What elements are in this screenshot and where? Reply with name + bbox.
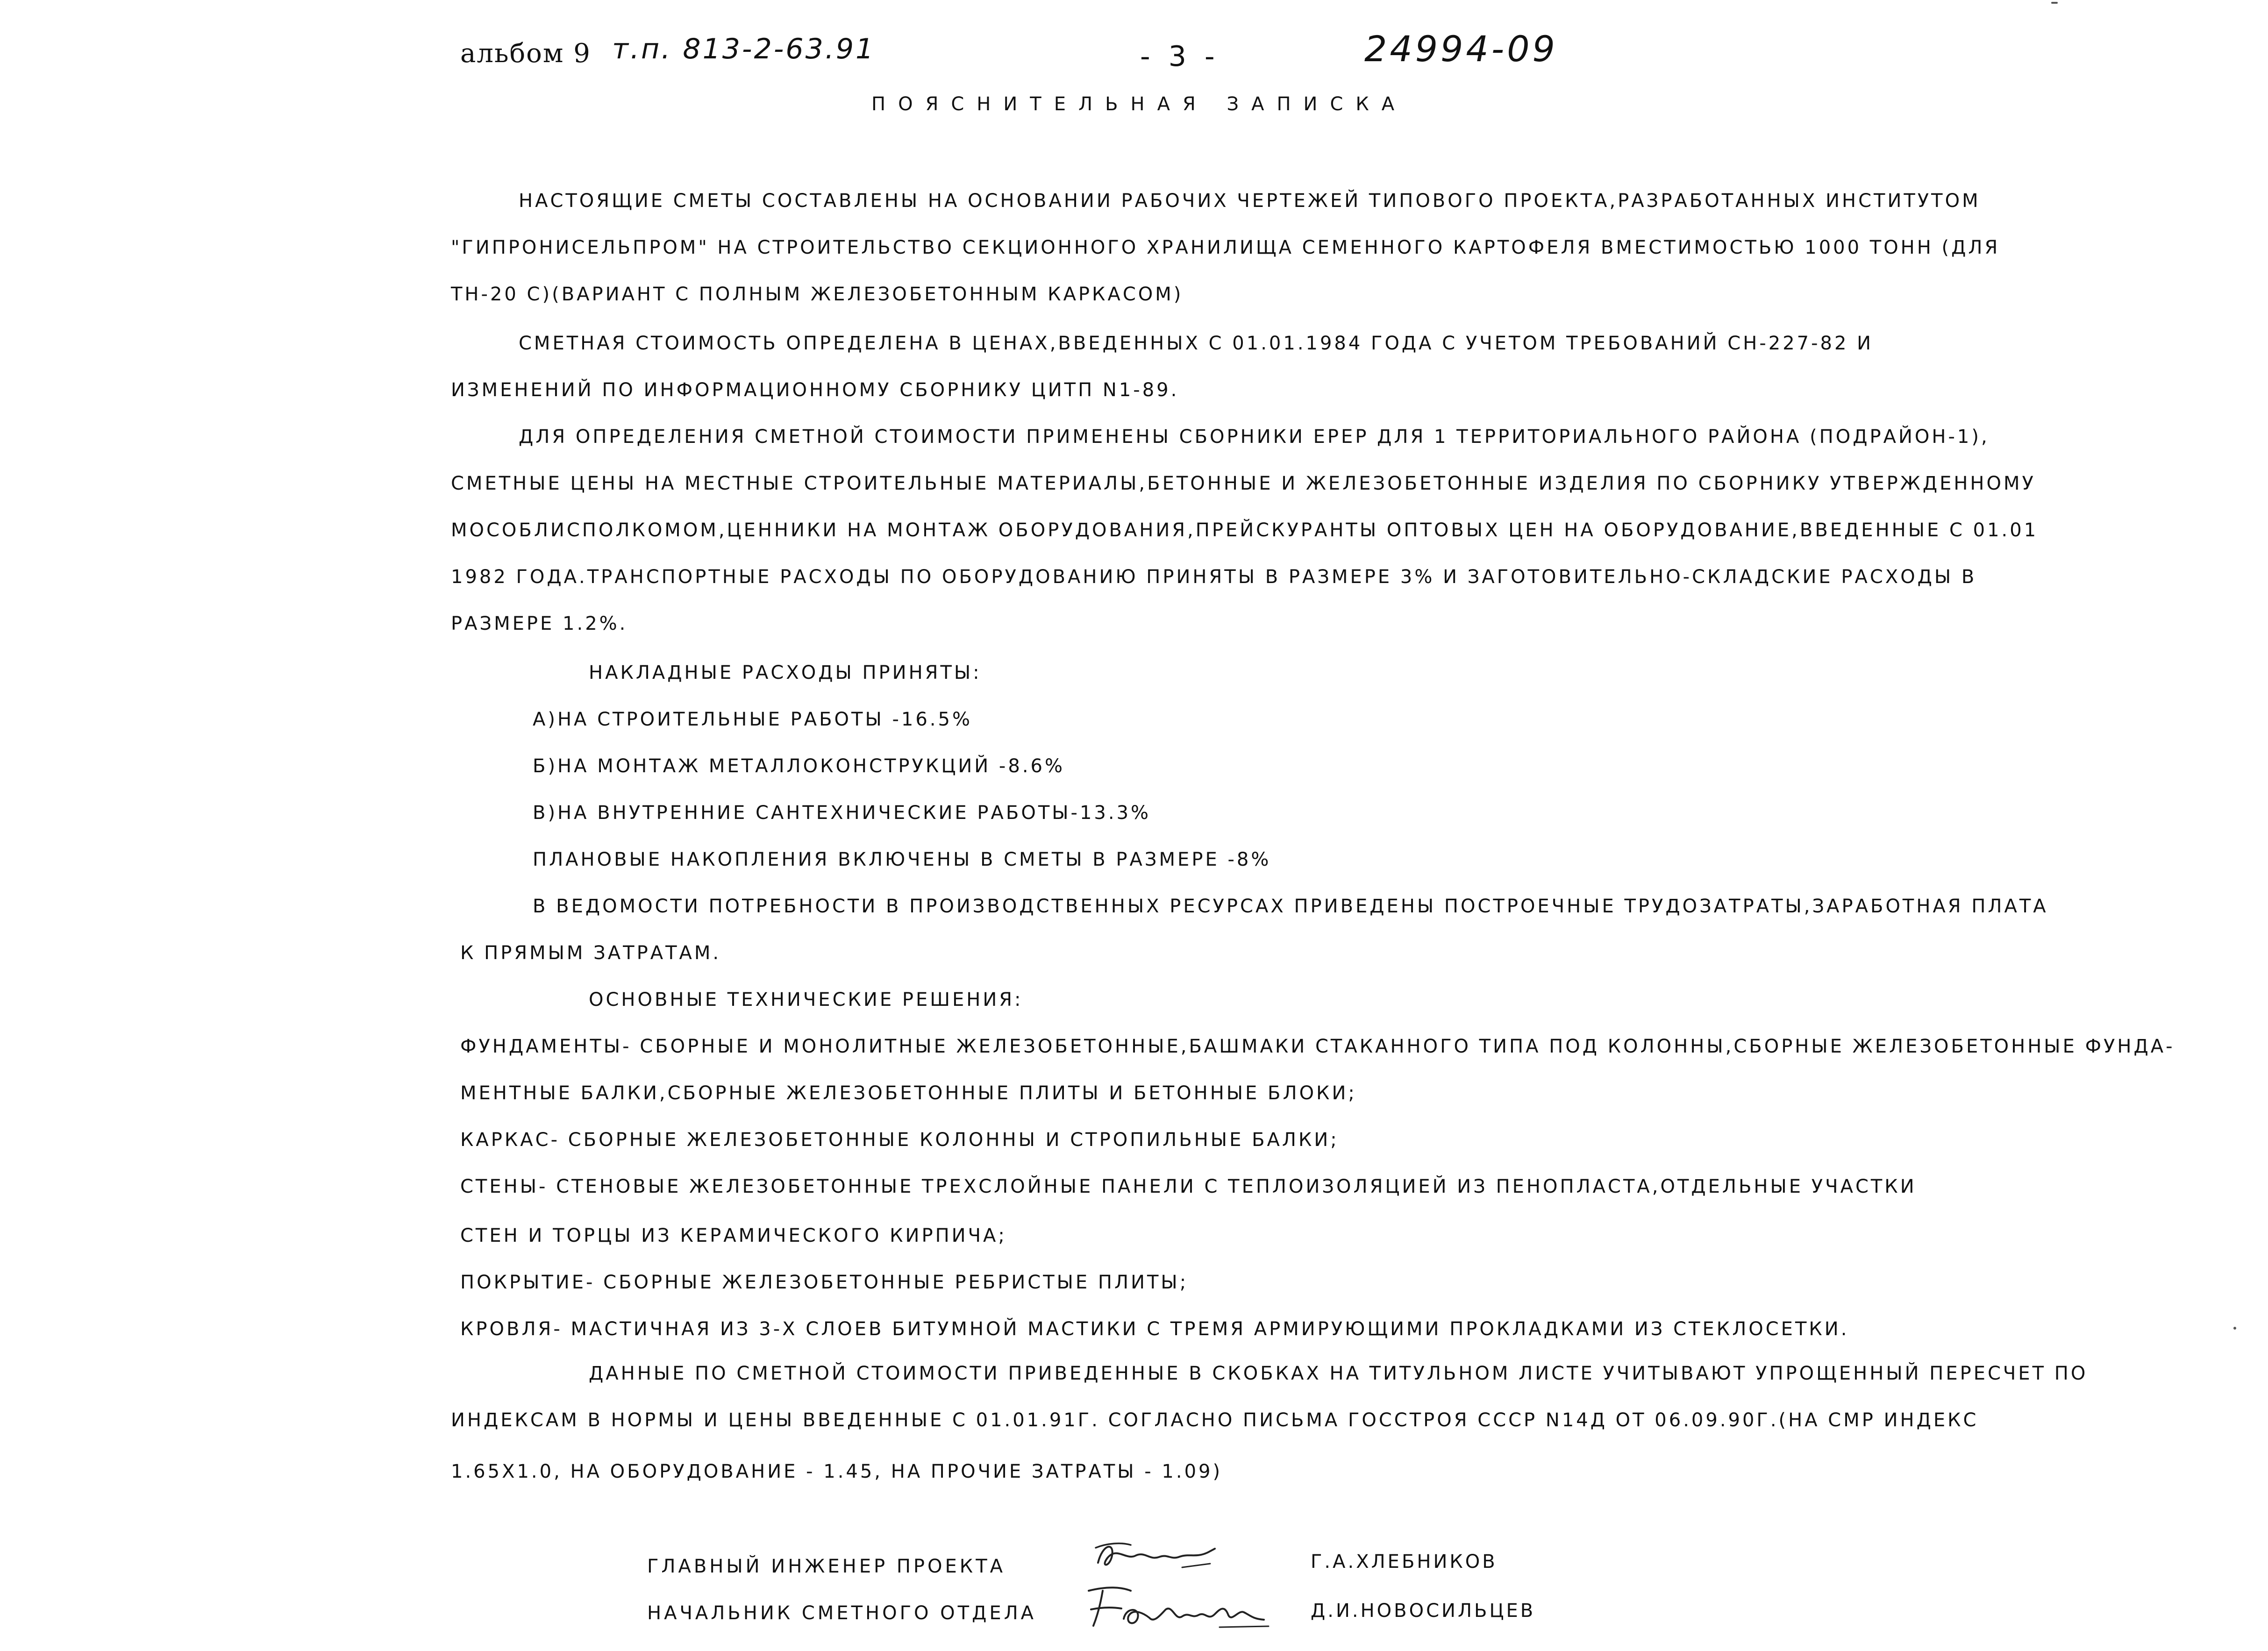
body-line: НАСТОЯЩИЕ СМЕТЫ СОСТАВЛЕНЫ НА ОСНОВАНИИ РАБОЧИХ ЧЕРТЕЖЕЙ ТИПОВОГО ПРОЕКТА,РАЗРАБОТАННЫХ ИНСТИТУТОМ	[519, 190, 1981, 212]
body-line: МОСОБЛИСПОЛКОМОМ,ЦЕННИКИ НА МОНТАЖ ОБОРУДОВАНИЯ,ПРЕЙСКУРАНТЫ ОПТОВЫХ ЦЕН НА ОБОРУДОВАНИЕ,ВВЕДЕННЫЕ С 01.01	[451, 519, 2039, 541]
page-number: - 3 -	[1140, 40, 1220, 73]
document-title: ПОЯСНИТЕЛЬНАЯ ЗАПИСКА	[871, 93, 1407, 115]
body-line: СМЕТНАЯ СТОИМОСТЬ ОПРЕДЕЛЕНА В ЦЕНАХ,ВВЕДЕННЫХ С 01.01.1984 ГОДА С УЧЕТОМ ТРЕБОВАНИЙ СН-227-82 И	[519, 333, 1874, 354]
body-line: ИНДЕКСАМ В НОРМЫ И ЦЕНЫ ВВЕДЕННЫЕ С 01.01.91Г. СОГЛАСНО ПИСЬМА ГОССТРОЯ СССР N14Д ОТ 06.09.90Г.(НА СМР ИНДЕКС	[451, 1409, 1979, 1431]
scan-speck	[2233, 1327, 2236, 1330]
body-line: 1.65X1.0, НА ОБОРУДОВАНИЕ - 1.45, НА ПРОЧИЕ ЗАТРАТЫ - 1.09)	[451, 1461, 1223, 1482]
estimate-head-signature	[1079, 1581, 1276, 1633]
body-line: ПЛАНОВЫЕ НАКОПЛЕНИЯ ВКЛЮЧЕНЫ В СМЕТЫ В РАЗМЕРЕ -8%	[533, 849, 1271, 870]
body-line: КРОВЛЯ- МАСТИЧНАЯ ИЗ 3-Х СЛОЕВ БИТУМНОЙ МАСТИКИ С ТРЕМЯ АРМИРУЮЩИМИ ПРОКЛАДКАМИ ИЗ СТЕКЛОСЕТКИ.	[460, 1318, 1849, 1340]
body-line: В)НА ВНУТРЕННИЕ САНТЕХНИЧЕСКИЕ РАБОТЫ-13.3%	[533, 802, 1151, 824]
body-line: "ГИПРОНИСЕЛЬПРОМ" НА СТРОИТЕЛЬСТВО СЕКЦИОННОГО ХРАНИЛИЩА СЕМЕННОГО КАРТОФЕЛЯ ВМЕСТИМОСТЬЮ 1000 ТОНН (ДЛЯ	[451, 237, 2000, 258]
body-line: ОСНОВНЫЕ ТЕХНИЧЕСКИЕ РЕШЕНИЯ:	[589, 989, 1023, 1011]
body-line: КАРКАС- СБОРНЫЕ ЖЕЛЕЗОБЕТОННЫЕ КОЛОННЫ И СТРОПИЛЬНЫЕ БАЛКИ;	[460, 1129, 1339, 1151]
body-line: 1982 ГОДА.ТРАНСПОРТНЫЕ РАСХОДЫ ПО ОБОРУДОВАНИЮ ПРИНЯТЫ В РАЗМЕРЕ 3% И ЗАГОТОВИТЕЛЬНО-СКЛАДСКИЕ РАСХОДЫ В	[451, 566, 1977, 588]
chief-engineer-role: ГЛАВНЫЙ ИНЖЕНЕР ПРОЕКТА	[647, 1556, 1006, 1577]
estimate-head-name: Д.И.НОВОСИЛЬЦЕВ	[1311, 1600, 1536, 1622]
body-line: ТН-20 С)(ВАРИАНТ С ПОЛНЫМ ЖЕЛЕЗОБЕТОННЫМ КАРКАСОМ)	[451, 284, 1184, 305]
body-line: Б)НА МОНТАЖ МЕТАЛЛОКОНСТРУКЦИЙ -8.6%	[533, 755, 1065, 777]
body-line: ДЛЯ ОПРЕДЕЛЕНИЯ СМЕТНОЙ СТОИМОСТИ ПРИМЕНЕНЫ СБОРНИКИ ЕРЕР ДЛЯ 1 ТЕРРИТОРИАЛЬНОГО РАЙОНА (ПОДРАЙОН-1),	[519, 426, 1990, 448]
body-line: СТЕН И ТОРЦЫ ИЗ КЕРАМИЧЕСКОГО КИРПИЧА;	[460, 1225, 1007, 1246]
body-line: НАКЛАДНЫЕ РАСХОДЫ ПРИНЯТЫ:	[589, 662, 982, 683]
album-label: альбом 9	[460, 38, 591, 69]
body-line: ФУНДАМЕНТЫ- СБОРНЫЕ И МОНОЛИТНЫЕ ЖЕЛЕЗОБЕТОННЫЕ,БАШМАКИ СТАКАННОГО ТИПА ПОД КОЛОННЫ,СБОРНЫЕ ЖЕЛЕЗОБЕТОННЫЕ ФУНДА-	[460, 1036, 2175, 1057]
body-line: СМЕТНЫЕ ЦЕНЫ НА МЕСТНЫЕ СТРОИТЕЛЬНЫЕ МАТЕРИАЛЫ,БЕТОННЫЕ И ЖЕЛЕЗОБЕТОННЫЕ ИЗДЕЛИЯ ПО СБОРНИКУ УТВЕРЖДЕННОМУ	[451, 473, 2036, 494]
body-line: ИЗМЕНЕНИЙ ПО ИНФОРМАЦИОННОМУ СБОРНИКУ ЦИТП N1-89.	[451, 379, 1179, 401]
body-line: РАЗМЕРЕ 1.2%.	[451, 613, 628, 634]
chief-engineer-name: Г.А.ХЛЕБНИКОВ	[1311, 1551, 1498, 1573]
body-line: МЕНТНЫЕ БАЛКИ,СБОРНЫЕ ЖЕЛЕЗОБЕТОННЫЕ ПЛИТЫ И БЕТОННЫЕ БЛОКИ;	[460, 1082, 1357, 1104]
scan-speck	[2051, 2, 2058, 4]
body-line: А)НА СТРОИТЕЛЬНЫЕ РАБОТЫ -16.5%	[533, 709, 972, 730]
body-line: ПОКРЫТИЕ- СБОРНЫЕ ЖЕЛЕЗОБЕТОННЫЕ РЕБРИСТЫЕ ПЛИТЫ;	[460, 1272, 1189, 1293]
body-line: СТЕНЫ- СТЕНОВЫЕ ЖЕЛЕЗОБЕТОННЫЕ ТРЕХСЛОЙНЫЕ ПАНЕЛИ С ТЕПЛОИЗОЛЯЦИЕЙ ИЗ ПЕНОПЛАСТА,ОТДЕЛЬНЫЕ УЧАСТКИ	[460, 1176, 1917, 1197]
estimate-head-role: НАЧАЛЬНИК СМЕТНОГО ОТДЕЛА	[647, 1602, 1037, 1624]
project-code: т.п. 813-2-63.91	[612, 33, 876, 65]
document-number: 24994-09	[1364, 28, 1558, 70]
body-line: В ВЕДОМОСТИ ПОТРЕБНОСТИ В ПРОИЗВОДСТВЕННЫХ РЕСУРСАХ ПРИВЕДЕНЫ ПОСТРОЕЧНЫЕ ТРУДОЗАТРАТЫ,ЗАРАБОТНАЯ ПЛАТА	[533, 896, 2048, 917]
body-line: ДАННЫЕ ПО СМЕТНОЙ СТОИМОСТИ ПРИВЕДЕННЫЕ В СКОБКАХ НА ТИТУЛЬНОМ ЛИСТЕ УЧИТЫВАЮТ УПРОЩЕННЫЙ ПЕРЕСЧЕТ ПО	[589, 1363, 2088, 1384]
body-line: К ПРЯМЫМ ЗАТРАТАМ.	[460, 942, 721, 964]
chief-engineer-signature	[1089, 1535, 1229, 1577]
